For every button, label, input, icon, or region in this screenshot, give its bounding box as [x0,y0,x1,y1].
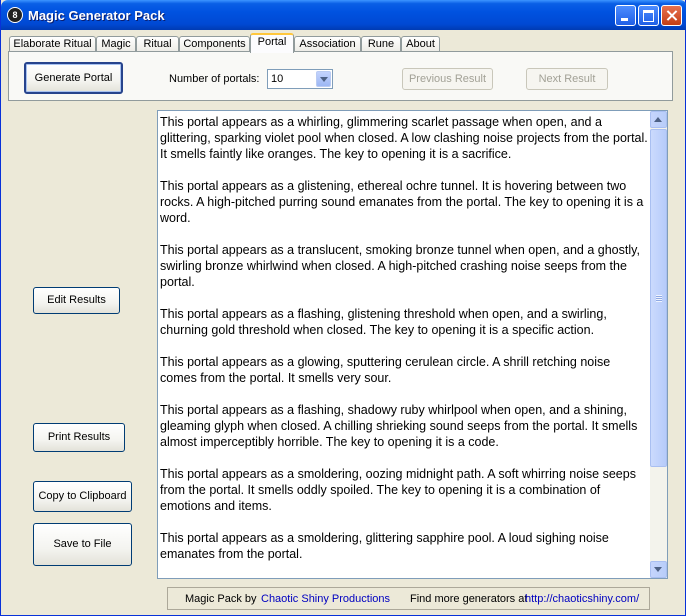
portal-count-select[interactable] [267,69,333,89]
vertical-scrollbar[interactable] [650,111,667,578]
result-paragraph: This portal appears as a whirling, glimmering scarlet passage when open, and a glittering, sparking violet pool when closed. A low clashing noise projects from the portal. It smells faintly like oranges. The key to opening it is a sacrifice. [160,115,648,161]
grip-icon [656,295,662,302]
next-result-button[interactable]: Next Result [526,68,608,90]
title-bar[interactable] [1,0,686,30]
magic-8-ball-icon: 8 [7,7,23,23]
footer-more-text: Find more generators at [410,593,528,605]
result-paragraph: This portal appears as a glistening, ethereal ochre tunnel. It is hovering between two rocks. A high-pitched purring sound emanates from the portal. The key to opening it is a word. [160,179,644,225]
results-textbox[interactable] [157,110,668,579]
edit-results-button[interactable]: Edit Results [33,287,120,314]
close-button[interactable] [661,5,682,26]
save-to-file-button[interactable]: Save to File [33,523,132,566]
tab-magic[interactable]: Magic [96,36,136,52]
tab-ritual[interactable]: Ritual [136,36,179,52]
footer-prefix: Magic Pack by [185,593,257,605]
print-results-button[interactable]: Print Results [33,423,125,452]
tab-components[interactable]: Components [179,36,250,52]
window-title: Magic Generator Pack [28,8,165,23]
copy-to-clipboard-button[interactable]: Copy to Clipboard [33,481,132,512]
scroll-down-arrow-icon[interactable] [650,561,667,578]
previous-result-button[interactable]: Previous Result [402,68,493,90]
minimize-button[interactable] [615,5,636,26]
portal-count-label: Number of portals: [169,73,260,85]
portal-count-value: 10 [271,73,284,85]
result-paragraph: This portal appears as a translucent, smoking bronze tunnel when open, and a ghostly, swirling bronze whirlwind when closed. A high-pitched crashing noise seeps from the portal. [160,243,640,289]
tab-portal[interactable]: Portal [250,33,294,53]
maximize-button[interactable] [638,5,659,26]
tab-association[interactable]: Association [294,36,361,52]
result-paragraph: This portal appears as a smoldering, glittering sapphire pool. A loud sighing noise emanates from the portal. [160,531,609,561]
footer-bar [167,587,650,610]
website-link[interactable]: http://chaoticshiny.com/ [525,593,640,605]
tab-about[interactable]: About [401,36,440,52]
chevron-down-icon[interactable] [316,71,331,87]
generate-portal-button[interactable]: Generate Portal [24,62,123,94]
result-paragraph: This portal appears as a smoldering, oozing midnight path. A soft whirring noise seeps from the portal. It smells oddly spoiled. The key to opening it is a combination of emotions and items. [160,467,636,513]
scroll-up-arrow-icon[interactable] [650,111,667,128]
tab-rune[interactable]: Rune [361,36,401,52]
result-paragraph: This portal appears as a flashing, glistening threshold when open, and a swirling, churning gold threshold when closed. The key to opening it is a specific action. [160,307,607,337]
result-paragraph: This portal appears as a glowing, sputtering cerulean circle. A shrill retching noise comes from the portal. It smells very sour. [160,355,611,385]
tab-elaborate-ritual[interactable]: Elaborate Ritual [9,36,96,52]
scrollbar-thumb[interactable] [650,129,667,467]
results-text [160,114,648,578]
result-paragraph: This portal appears as a flashing, shadowy ruby whirlpool when open, and a shining, gleaming glyph when closed. A chilling shrieking sound seeps from the portal. It smells almost imperceptibly horrible. The key to opening it is a code. [160,403,638,449]
author-link[interactable]: Chaotic Shiny Productions [261,593,391,605]
